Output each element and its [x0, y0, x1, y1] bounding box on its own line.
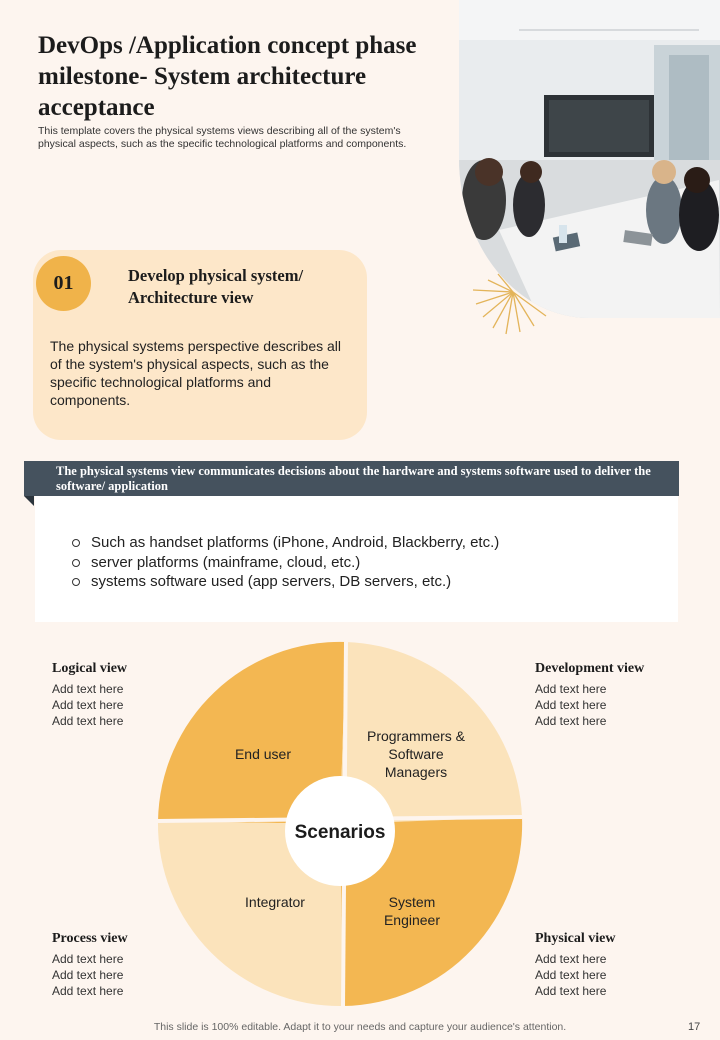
- card-title: Develop physical system/ Architecture view: [128, 266, 304, 307]
- process-view-line: Add text here: [52, 952, 124, 966]
- circle-bullet-icon: [72, 559, 80, 567]
- quadrant-label-integrator: Integrator: [245, 894, 305, 910]
- step-number-badge: 01: [36, 256, 91, 311]
- physical-view-title: Physical view: [535, 931, 616, 946]
- page-number: 17: [688, 1021, 701, 1033]
- quadrant-label-programmers: Managers: [384, 764, 448, 780]
- quadrant-label-system-engineer: System: [388, 894, 436, 910]
- card-body: The physical systems perspective describes all of the system's physical aspects, such as the specific technological platforms and components.: [50, 338, 342, 408]
- quadrant-label-programmers: Programmers &: [366, 728, 466, 744]
- quadrant-label-end-user: End user: [234, 746, 292, 762]
- banner-heading: The physical systems view communicates decisions about the hardware and systems software used to deliver the software/ application: [24, 461, 679, 496]
- development-view-block: [535, 660, 695, 729]
- page-title: DevOps /Application concept phase milestone- System architecture acceptance: [38, 32, 417, 121]
- process-view-title: Process view: [52, 931, 128, 946]
- physical-view-block: [535, 930, 695, 999]
- list-item: systems software used (app servers, DB servers, etc.): [72, 572, 499, 592]
- sunburst-decoration: [468, 272, 558, 342]
- logical-view-title: Logical view: [52, 661, 128, 676]
- list-item: Such as handset platforms (iPhone, Android, Blackberry, etc.): [72, 533, 499, 553]
- development-view-title: Development view: [535, 661, 645, 676]
- process-view-line: Add text here: [52, 968, 124, 982]
- quadrant-label-system-engineer: Engineer: [383, 912, 441, 928]
- circle-bullet-icon: [72, 539, 80, 547]
- physical-view-line: Add text here: [535, 984, 607, 998]
- meeting-photo: [459, 0, 720, 318]
- circle-bullet-icon: [72, 578, 80, 586]
- logical-view-line: Add text here: [52, 714, 124, 728]
- logical-view-line: Add text here: [52, 698, 124, 712]
- list-item: server platforms (mainframe, cloud, etc.): [72, 553, 499, 573]
- physical-view-line: Add text here: [535, 952, 607, 966]
- footer-note: This slide is 100% editable. Adapt it to your needs and capture your audience's attention.: [153, 1021, 567, 1033]
- scenarios-diagram: [150, 634, 530, 1014]
- development-view-line: Add text here: [535, 698, 607, 712]
- development-view-line: Add text here: [535, 682, 607, 696]
- development-view-line: Add text here: [535, 714, 607, 728]
- process-view-line: Add text here: [52, 984, 124, 998]
- logical-view-line: Add text here: [52, 682, 124, 696]
- bullet-list: [72, 533, 499, 592]
- center-label: Scenarios: [294, 822, 386, 843]
- intro-text: This template covers the physical systems views describing all of the system's physical aspects, such as the specific technological platforms and components.: [38, 125, 407, 150]
- quadrant-label-programmers: Software: [388, 746, 444, 762]
- physical-view-line: Add text here: [535, 968, 607, 982]
- banner-fold: [24, 496, 34, 506]
